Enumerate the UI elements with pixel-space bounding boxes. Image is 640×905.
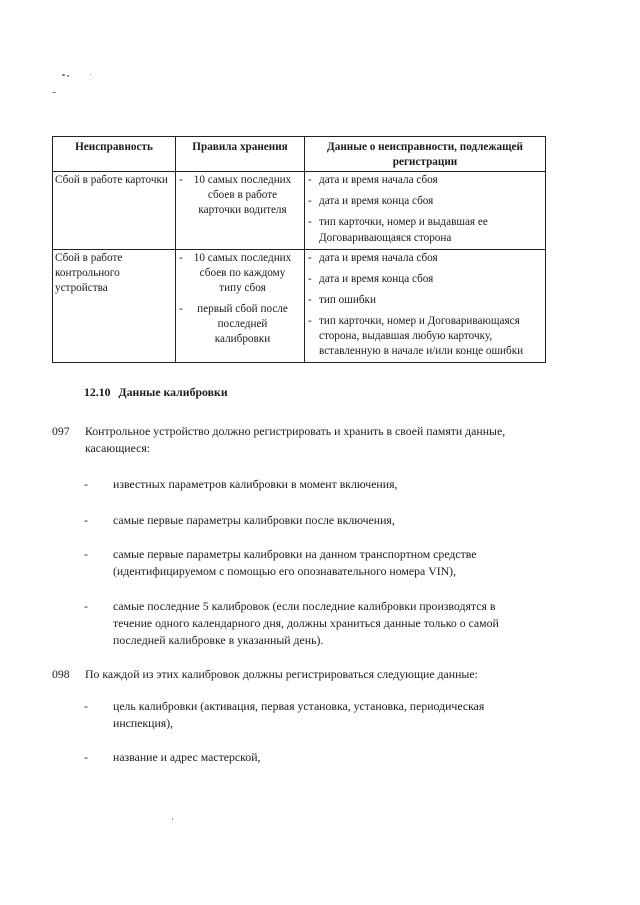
header-storage-rules: Правила хранения: [176, 137, 305, 172]
fault-cell: Сбой в работе контрольного устройства: [53, 249, 176, 363]
list-item: - цель калибровки (активация, первая установка, установка, периодическая инспекция),: [84, 699, 485, 730]
storage-item: - 10 самых последних сбоев в работе карточки водителя: [179, 174, 292, 217]
storage-cell: [176, 249, 305, 363]
paragraph-number: 098: [52, 667, 70, 681]
speck: [172, 818, 173, 820]
list-item: - название и адрес мастерской,: [84, 750, 261, 764]
data-item: - дата и время начала сбоя: [308, 251, 438, 264]
speck: [62, 74, 65, 76]
data-item: - тип ошибки: [308, 293, 376, 306]
fault-cell: Сбой в работе карточки: [53, 172, 176, 249]
section-number: 12.10: [84, 385, 111, 399]
table-header-row: [53, 137, 546, 172]
header-fault: Неисправность: [53, 137, 176, 172]
data-cell: [305, 172, 546, 249]
data-item: - тип карточки, номер и выдавшая ее Договаривающаяся сторона: [308, 216, 488, 244]
paragraph-text: Контрольное устройство должно регистрировать и хранить в своей памяти данные, касающиеся:: [85, 424, 506, 455]
paragraph-097: [52, 423, 544, 457]
data-item: - дата и время конца сбоя: [308, 272, 434, 285]
paragraph-number: 097: [52, 424, 70, 438]
data-item: - тип карточки, номер и Договаривающаяся сторона, выдавшая любую карточку, вставленную в начале и/или конце ошибки: [308, 314, 524, 358]
storage-cell: [176, 172, 305, 249]
speck: [90, 74, 91, 75]
data-item: - дата и время начала сбоя: [308, 174, 438, 187]
table-row: [53, 172, 546, 249]
speck: [67, 75, 69, 77]
speck: [52, 92, 56, 93]
fault-table: [52, 136, 546, 363]
header-recorded-data: Данные о неисправности, подлежащей регистрации: [305, 137, 546, 172]
paragraph-text: По каждой из этих калибровок должны регистрироваться следующие данные:: [85, 667, 478, 681]
section-heading: [84, 385, 228, 401]
data-cell: [305, 249, 546, 363]
table-row: [53, 249, 546, 363]
list-item: - самые первые параметры калибровки на данном транспортном средстве (идентифицируемом с помощью его опознавательного номера VIN),: [84, 547, 477, 578]
list-item: - самые последние 5 калибровок (если последние калибровки производятся в течение одного календарного дня, должны храниться данные только о самой последней калибровке в указанный день).: [84, 599, 499, 647]
paragraph-098: [52, 666, 544, 683]
storage-item: - 10 самых последних сбоев по каждому типу сбоя: [179, 251, 292, 294]
list-item: - самые первые параметры калибровки после включения,: [84, 513, 395, 527]
data-item: - дата и время конца сбоя: [308, 195, 434, 208]
section-title: Данные калибровки: [118, 385, 228, 399]
list-item: - известных параметров калибровки в момент включения,: [84, 477, 398, 491]
storage-item: - первый сбой после последней калибровки: [179, 302, 288, 346]
